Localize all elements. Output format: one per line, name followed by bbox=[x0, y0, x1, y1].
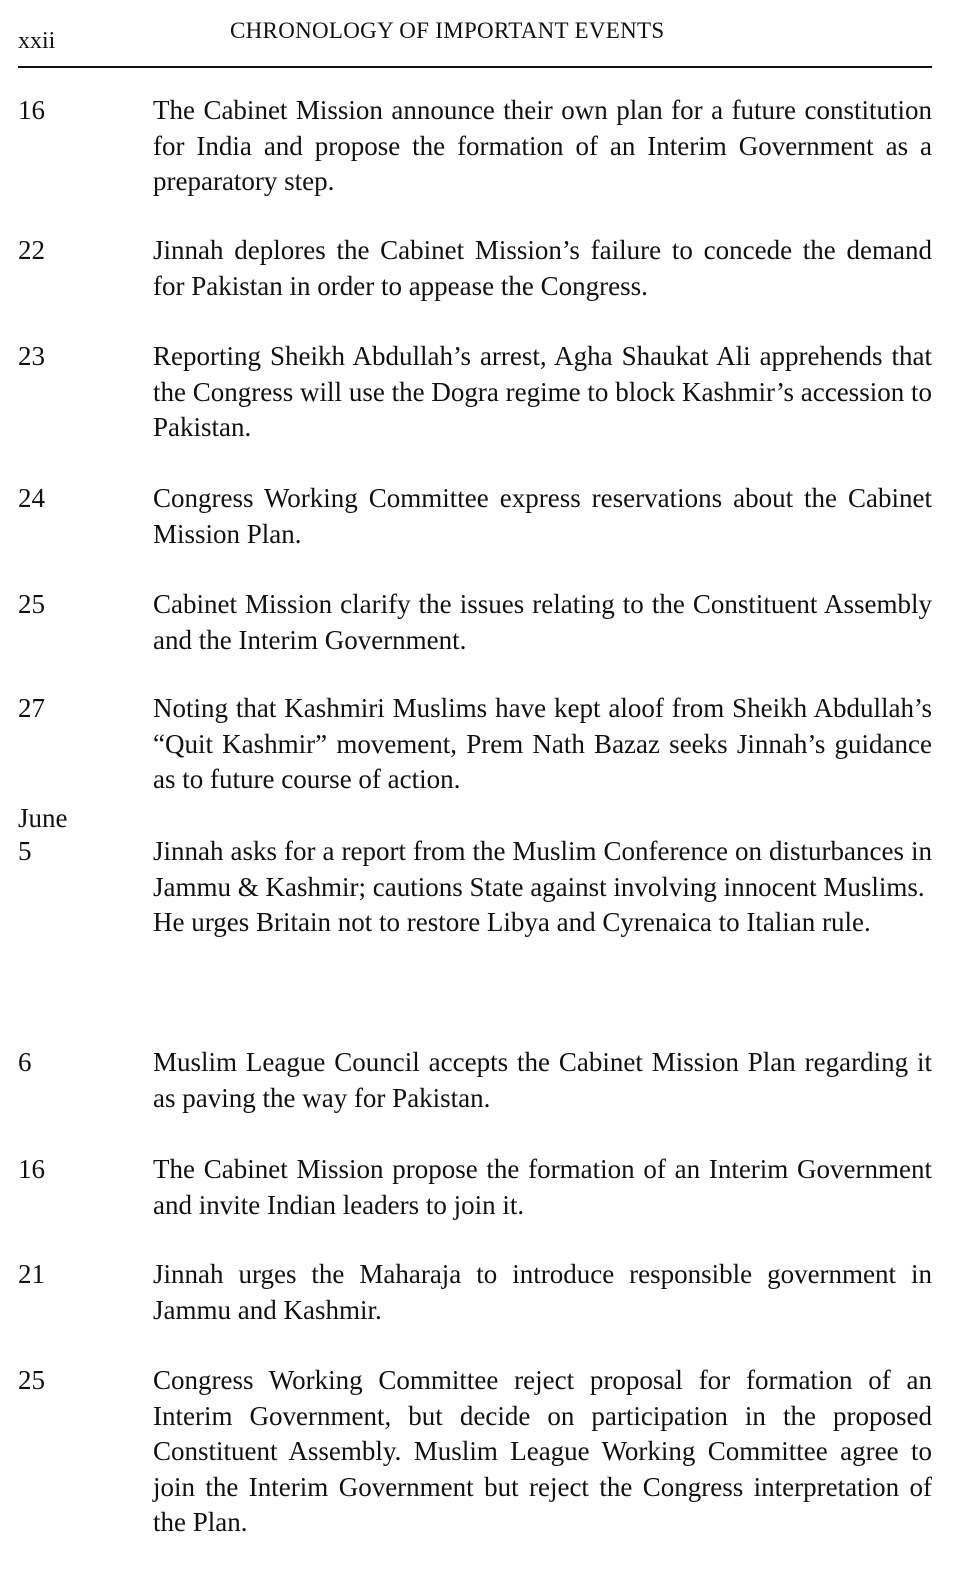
entry-text bbox=[153, 481, 932, 552]
header-rule bbox=[18, 66, 932, 68]
entry-text bbox=[153, 1257, 932, 1328]
entry-date: 27 bbox=[18, 693, 45, 723]
entry-text bbox=[153, 93, 932, 200]
entry-paragraph: Cabinet Mission clarify the issues relating to the Constituent Assembly and the Interim Government. bbox=[153, 589, 932, 655]
entry-text bbox=[153, 339, 932, 446]
entry-text bbox=[153, 1152, 932, 1223]
entry-paragraph: The Cabinet Mission propose the formation of an Interim Government and invite Indian leaders to join it. bbox=[153, 1154, 932, 1220]
running-title: CHRONOLOGY OF IMPORTANT EVENTS bbox=[230, 18, 665, 43]
entry-text bbox=[153, 1363, 932, 1541]
entry-date: 23 bbox=[18, 341, 45, 371]
entry-date: 16 bbox=[18, 95, 45, 125]
page-number: xxii bbox=[18, 28, 56, 54]
entry-paragraph: Jinnah deplores the Cabinet Mission’s failure to concede the demand for Pakistan in order to appease the Congress. bbox=[153, 235, 932, 301]
entry-date: 6 bbox=[18, 1047, 32, 1077]
entry-date: 24 bbox=[18, 483, 45, 513]
entry-date: 25 bbox=[18, 589, 45, 619]
entry-date: 25 bbox=[18, 1365, 45, 1395]
entry-date: 5 bbox=[18, 836, 32, 866]
month-label: June bbox=[18, 803, 68, 833]
entry-text bbox=[153, 587, 932, 658]
entry-paragraph: He urges Britain not to restore Libya and Cyrenaica to Italian rule. bbox=[153, 907, 871, 937]
entry-paragraph: Congress Working Committee express reservations about the Cabinet Mission Plan. bbox=[153, 483, 932, 549]
entry-date: 22 bbox=[18, 235, 45, 265]
entry-text bbox=[153, 691, 932, 798]
entry-paragraph: Congress Working Committee reject proposal for formation of an Interim Government, but decide on participation in the proposed Constituent Assembly. Muslim League Working Committee agree to join the Interim Government but reject the Congress interpretation of the Plan. bbox=[153, 1365, 932, 1537]
entry-date: 21 bbox=[18, 1259, 45, 1289]
entry-paragraph: Noting that Kashmiri Muslims have kept aloof from Sheikh Abdullah’s “Quit Kashmir” movement, Prem Nath Bazaz seeks Jinnah’s guidance as to future course of action. bbox=[153, 693, 932, 794]
entry-paragraph: The Cabinet Mission announce their own plan for a future constitution for India and propose the formation of an Interim Government as a preparatory step. bbox=[153, 95, 932, 196]
entry-paragraph: Muslim League Council accepts the Cabinet Mission Plan regarding it as paving the way for Pakistan. bbox=[153, 1047, 932, 1113]
entry-text bbox=[153, 233, 932, 304]
entry-paragraph: Reporting Sheikh Abdullah’s arrest, Agha Shaukat Ali apprehends that the Congress will use the Dogra regime to block Kashmir’s accession to Pakistan. bbox=[153, 341, 932, 442]
entry-date: 16 bbox=[18, 1154, 45, 1184]
entry-paragraph: Jinnah asks for a report from the Muslim Conference on disturbances in Jammu & Kashmir; cautions State against involving innocent Muslims. bbox=[153, 836, 932, 902]
entry-text bbox=[153, 1045, 932, 1116]
entry-paragraph: Jinnah urges the Maharaja to introduce responsible government in Jammu and Kashmir. bbox=[153, 1259, 932, 1325]
entry-text bbox=[153, 834, 932, 941]
page-header bbox=[18, 14, 932, 54]
